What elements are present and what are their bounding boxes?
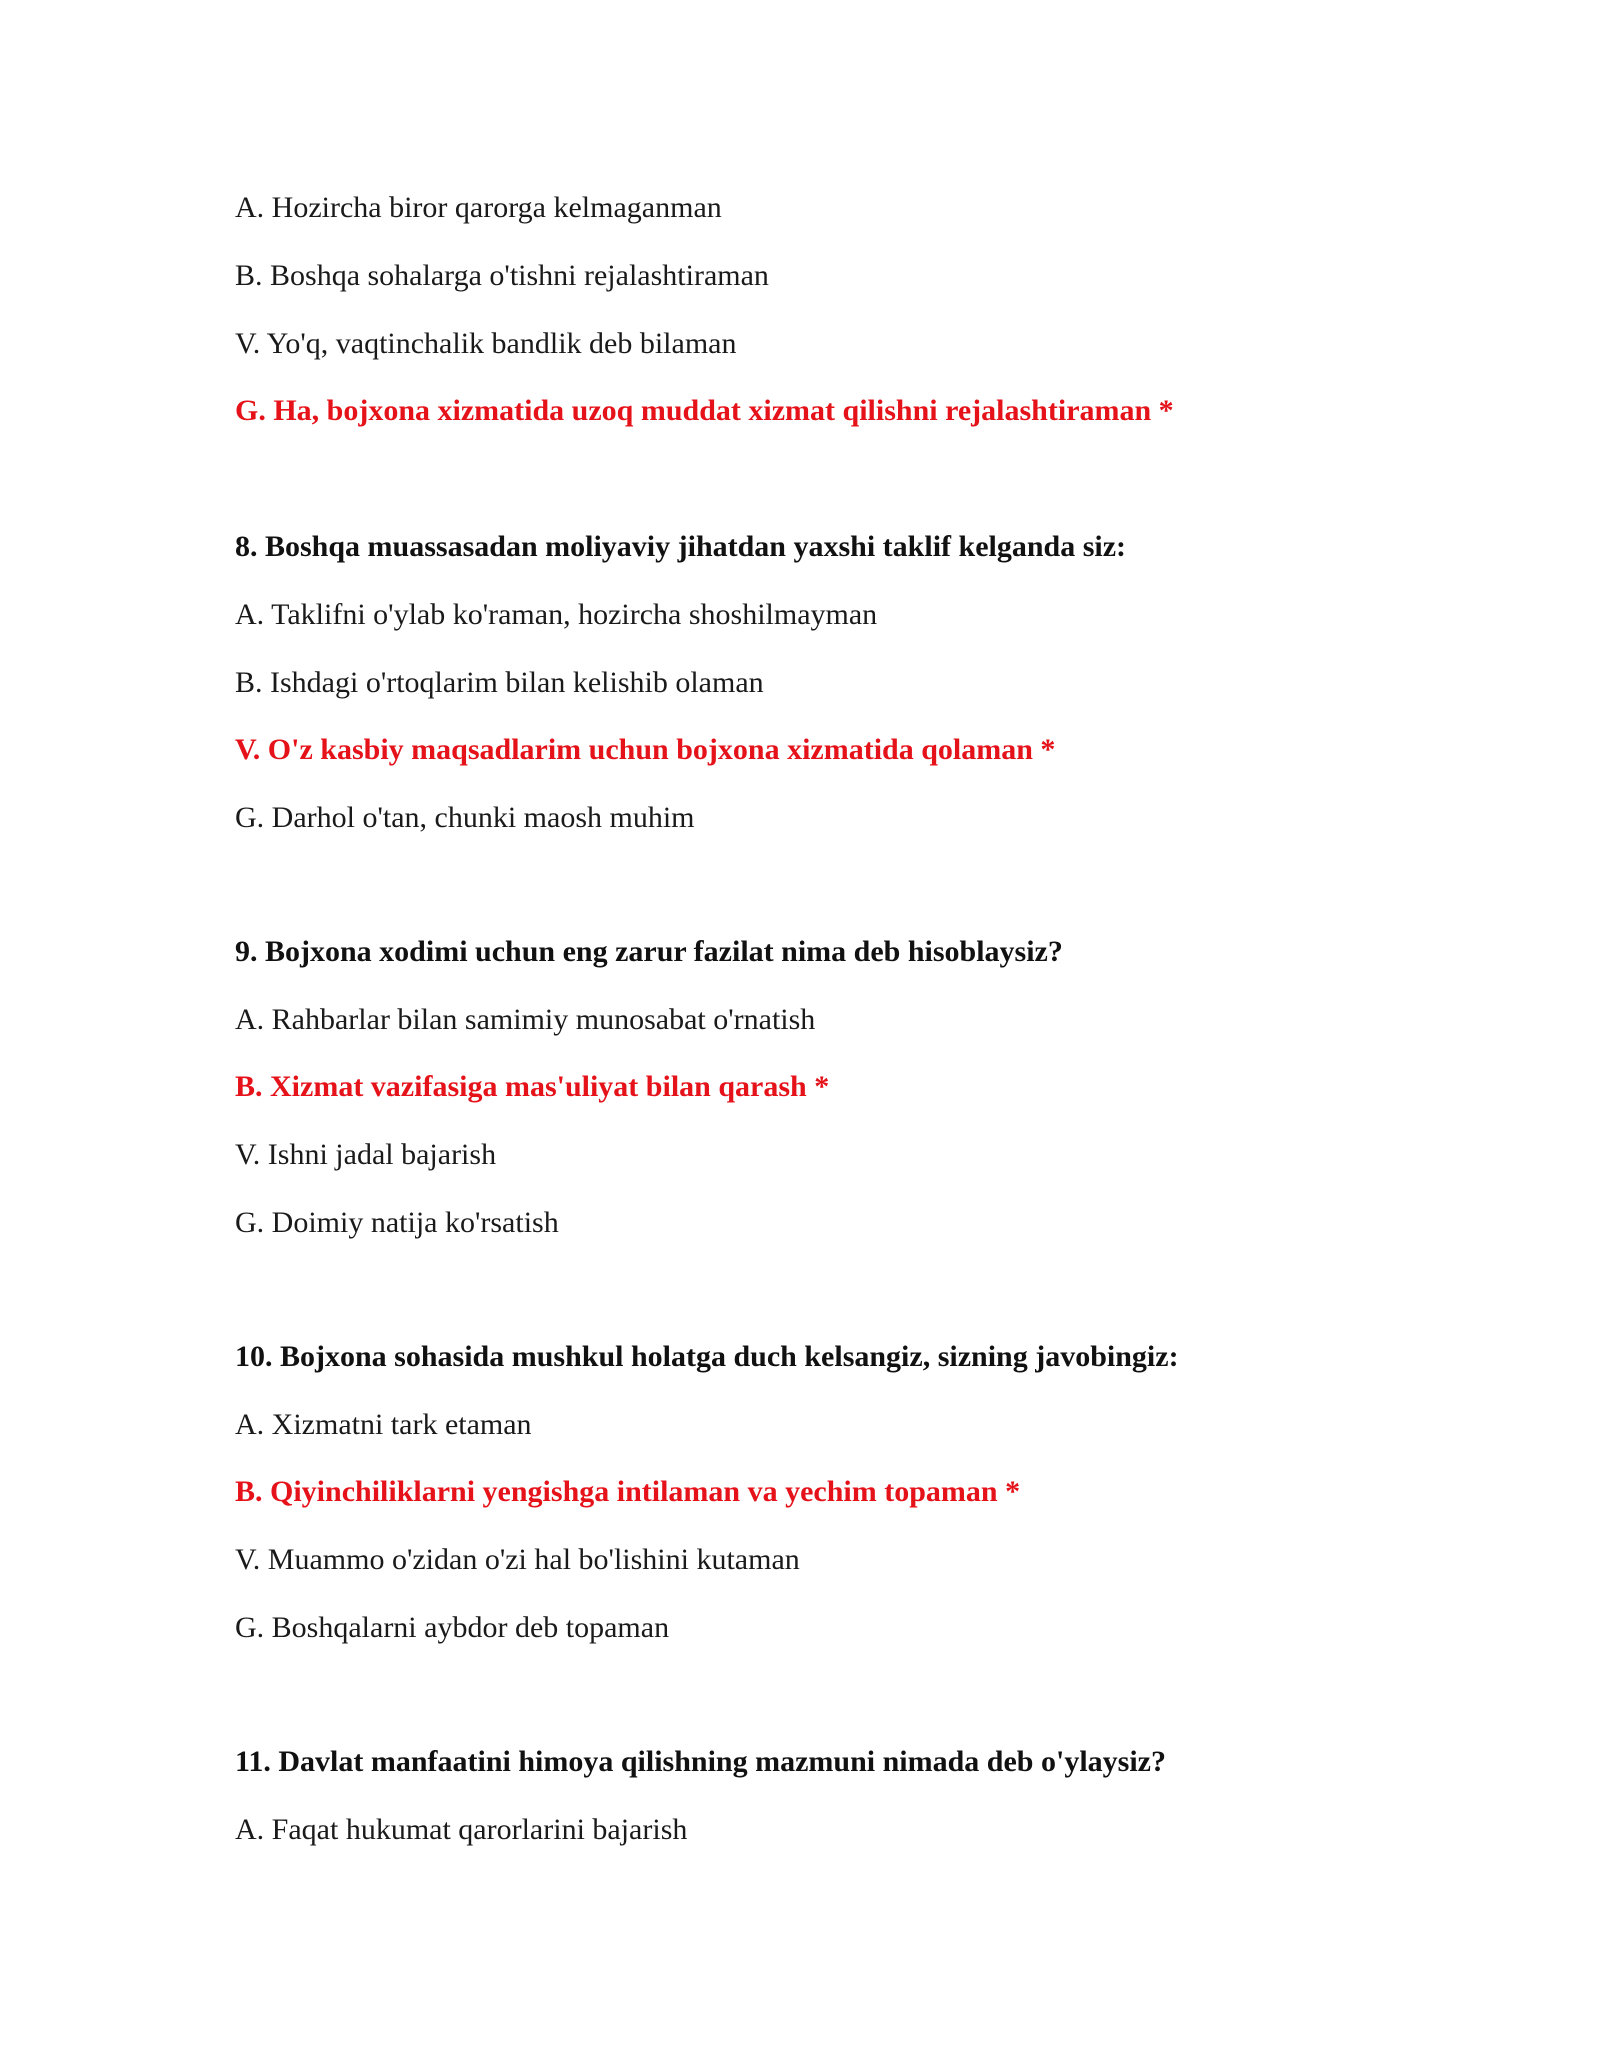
correct-option: V. O'z kasbiy maqsadlarim uchun bojxona xizmatida qolaman * — [235, 733, 1056, 766]
option-a: A. Rahbarlar bilan samimiy munosabat o'rnatish — [235, 1003, 816, 1036]
question-9: 9. Bojxona xodimi uchun eng zarur fazilat nima deb hisoblaysiz? — [235, 935, 1063, 968]
option-a: A. Taklifni o'ylab ko'raman, hozircha shoshilmayman — [235, 598, 878, 631]
option-a: A. Xizmatni tark etaman — [235, 1408, 532, 1441]
option-g: G. Doimiy natija ko'rsatish — [235, 1206, 559, 1239]
option-v: V. Yo'q, vaqtinchalik bandlik deb bilaman — [235, 327, 737, 360]
option-g: G. Darhol o'tan, chunki maosh muhim — [235, 801, 695, 834]
option-v: V. Muammo o'zidan o'zi hal bo'lishini kutaman — [235, 1543, 800, 1576]
option-a: A. Faqat hukumat qarorlarini bajarish — [235, 1813, 688, 1846]
option-b: B. Boshqa sohalarga o'tishni rejalashtiraman — [235, 259, 769, 292]
option-v: V. Ishni jadal bajarish — [235, 1138, 497, 1171]
option-g: G. Boshqalarni aybdor deb topaman — [235, 1611, 670, 1644]
correct-option: B. Xizmat vazifasiga mas'uliyat bilan qarash * — [235, 1070, 830, 1103]
question-11: 11. Davlat manfaatini himoya qilishning mazmuni nimada deb o'ylaysiz? — [235, 1745, 1166, 1778]
question-8: 8. Boshqa muassasadan moliyaviy jihatdan yaxshi taklif kelganda siz: — [235, 530, 1127, 563]
option-a: A. Hozircha biror qarorga kelmaganman — [235, 191, 722, 224]
correct-option: G. Ha, bojxona xizmatida uzoq muddat xizmat qilishni rejalashtiraman * — [235, 394, 1174, 427]
correct-option: B. Qiyinchiliklarni yengishga intilaman va yechim topaman * — [235, 1475, 1021, 1508]
option-b: B. Ishdagi o'rtoqlarim bilan kelishib olaman — [235, 666, 764, 699]
question-10: 10. Bojxona sohasida mushkul holatga duch kelsangiz, sizning javobingiz: — [235, 1340, 1179, 1373]
